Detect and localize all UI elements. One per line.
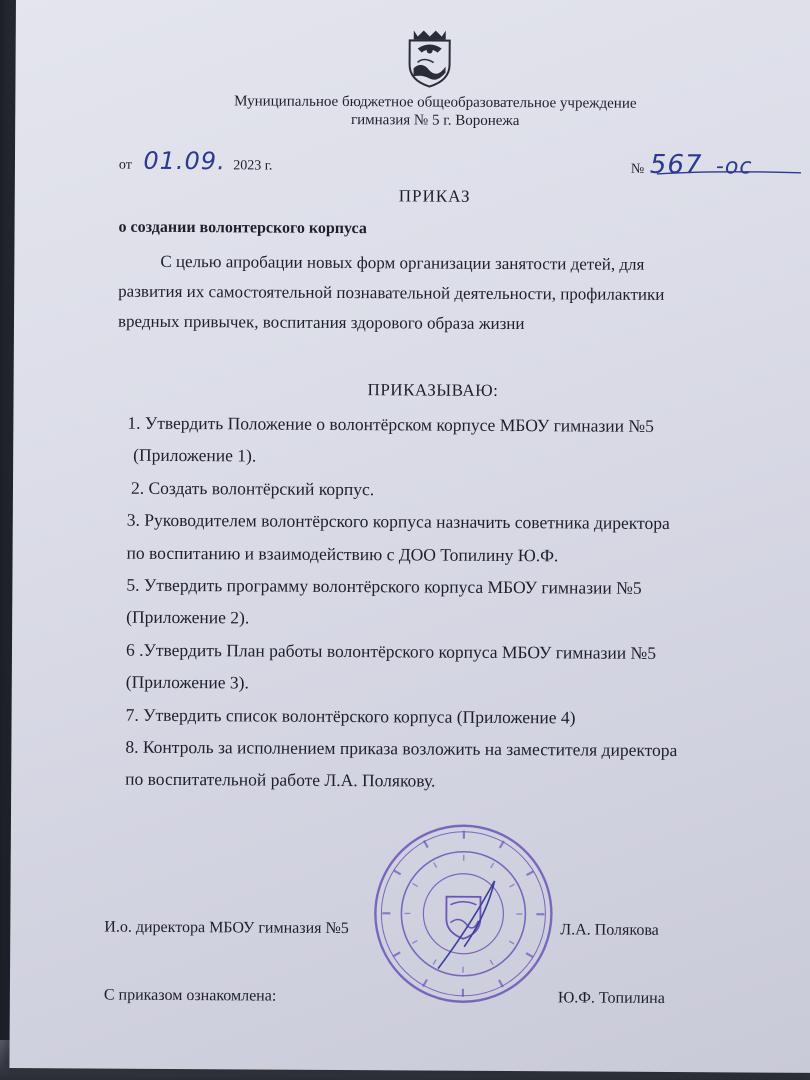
order-item: по воспитательной работе Л.А. Полякову. [125,769,436,792]
document-subtitle: о создании волонтерского корпуса [118,218,367,238]
intro-line: вредных привычек, воспитания здорового образа жизни [117,311,525,334]
document-page [9,0,810,1073]
organization-name-line2: гимназия № 5 г. Воронежа [350,112,520,130]
order-item: (Приложение 2). [126,607,250,628]
date-prefix: от [118,157,132,173]
order-item: 5. Утвердить программу волонтёрского корпуса МБОУ гимназии №5 [126,574,642,598]
number-handwritten: 567 [649,149,703,181]
order-item: 1. Утвердить Положение о волонтёрском корпусе МБОУ гимназии №5 [127,412,654,436]
intro-line: развития их самостоятельной познавательной деятельности, профилактики [118,281,665,304]
director-signature-label: И.о. директора МБОУ гимназия №5 [104,918,349,938]
handwritten-underline [655,168,805,179]
order-item: 6 .Утвердить План работы волонтёрского корпуса МБОУ гимназии №5 [125,639,657,663]
order-item: 8. Контроль за исполнением приказа возложить на заместителя директора [125,736,678,761]
organization-name-line1: Муниципальное бюджетное общеобразовательное учреждение [234,93,637,112]
acknowledgement-label: С приказом ознакомлена: [103,986,277,1005]
official-seal-stamp [368,818,559,1009]
intro-line: С целью апробации новых форм организации занятости детей, для [160,251,645,274]
director-signature-name: Л.А. Полякова [560,921,659,939]
date-handwritten: 01.09. [143,146,226,176]
order-item: 2. Создать волонтёрский корпус. [130,477,375,500]
city-coat-of-arms-icon [403,26,455,88]
order-items-list [125,407,767,800]
acknowledgement-name: Ю.Ф. Топилина [557,989,665,1007]
order-item: (Приложение 1). [133,445,257,466]
document-title: ПРИКАЗ [398,186,471,206]
order-item: по воспитанию и взаимодействию с ДОО Топилину Ю.Ф. [126,542,559,565]
order-item: (Приложение 3). [125,671,249,693]
number-suffix-handwritten: -ос [715,154,753,180]
intro-paragraph [118,247,755,341]
order-item: 7. Утвердить список волонтёрского корпуса (Приложение 4) [125,704,576,728]
order-date [119,147,273,176]
orders-heading: ПРИКАЗЫВАЮ: [367,380,499,400]
order-item: 3. Руководителем волонтёрского корпуса назначить советника директора [126,509,670,534]
number-prefix: № [630,161,645,177]
date-suffix: 2023 г. [233,158,273,174]
